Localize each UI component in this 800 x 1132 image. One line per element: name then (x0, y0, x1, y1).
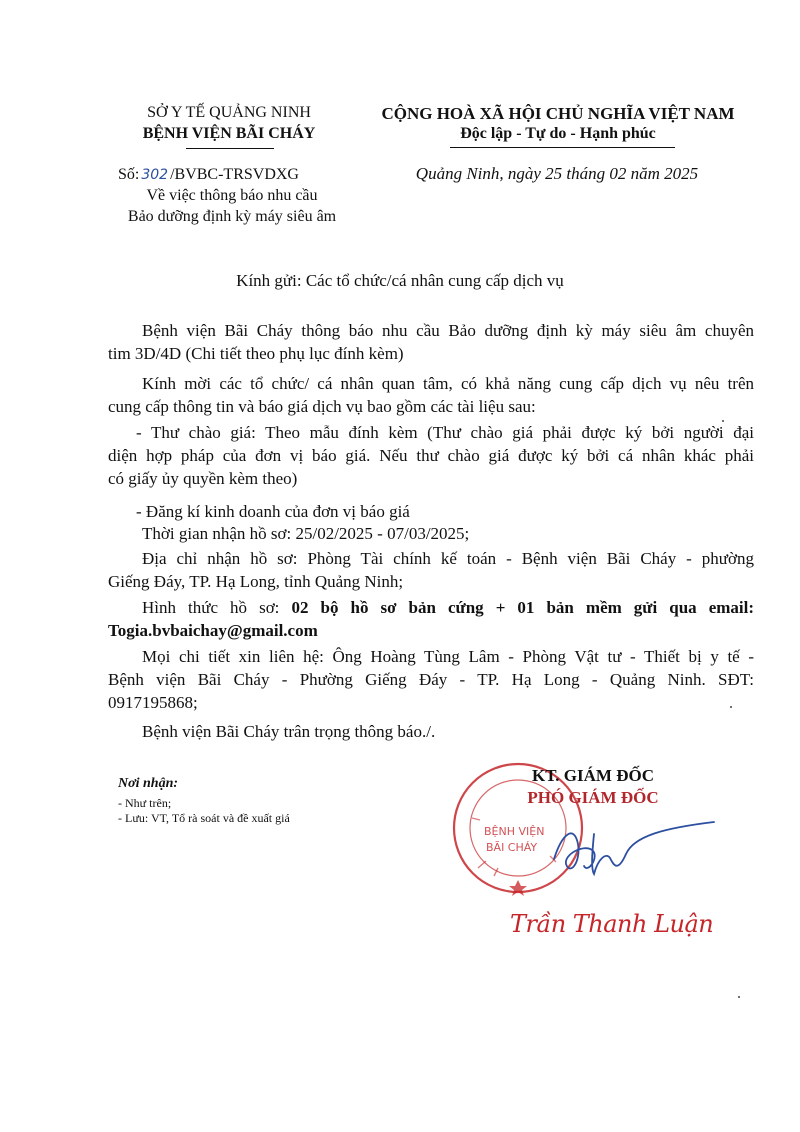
paragraph-line: - Đăng kí kinh doanh của đơn vị báo giá (136, 502, 410, 521)
recipients-title: Nơi nhận: (118, 776, 179, 791)
doc-number-handwritten: 302 (141, 167, 169, 183)
paragraph-line: Bệnh viện Bãi Cháy trân trọng thông báo./. (142, 722, 436, 741)
paragraph-line: cung cấp thông tin và báo giá dịch vụ bao gồm các tài liệu sau: (108, 397, 536, 416)
paragraph-invitation (108, 372, 754, 418)
paragraph-business-registration (108, 500, 754, 523)
subject-line-2: Bảo dưỡng định kỳ máy siêu âm (127, 208, 337, 225)
signature-block (448, 758, 738, 958)
org-name-underline (186, 148, 274, 149)
scan-speck (738, 996, 740, 998)
contact-email: Togia.bvbaichay@gmail.com (108, 621, 318, 640)
paragraph-line: Kính mời các tổ chức/ cá nhân quan tâm, có khả năng cung cấp dịch vụ nêu trên (142, 374, 754, 393)
signature-role: PHÓ GIÁM ĐỐC (527, 788, 659, 807)
paragraph-intro (108, 319, 754, 365)
recipient-item: - Lưu: VT, Tổ rà soát và đề xuất giá (118, 811, 290, 825)
paragraph-line: 0917195868; (108, 693, 198, 712)
signature-title: KT. GIÁM ĐỐC (532, 766, 654, 785)
date-line: Quảng Ninh, ngày 25 tháng 02 năm 2025 (415, 164, 699, 183)
recipient-item: - Như trên; (118, 796, 172, 810)
scan-speck (730, 706, 732, 708)
paragraph-line: có giấy ủy quyền kèm theo) (108, 469, 298, 488)
paragraph-closing (108, 720, 754, 743)
paragraph-submission-format (108, 596, 754, 642)
paragraph-line: Địa chỉ nhận hồ sơ: Phòng Tài chính kế toán - Bệnh viện Bãi Cháy - phường (142, 549, 754, 568)
paragraph-quote-letter (108, 421, 754, 490)
paragraph-contact (108, 645, 754, 714)
stamp-text-line-1: BỆNH VIỆN (484, 825, 545, 838)
org-name: BỆNH VIỆN BÃI CHÁY (142, 125, 316, 142)
submission-label: Hình thức hồ sơ: (142, 598, 280, 617)
paragraph-line: Thời gian nhận hồ sơ: 25/02/2025 - 07/03/2025; (142, 524, 470, 543)
subject-line-1: Về việc thông báo nhu cầu (146, 187, 318, 204)
handwritten-signature (544, 814, 724, 884)
org-parent-name: SỞ Y TẾ QUẢNG NINH (147, 104, 311, 121)
submission-format: 02 bộ hồ sơ bản cứng + 01 bản mềm gửi qua email: (291, 598, 755, 617)
motto: Độc lập - Tự do - Hạnh phúc (460, 125, 656, 142)
stamp-text-line-2: BÃI CHÁY (486, 841, 538, 854)
paragraph-address (108, 547, 754, 593)
paragraph-line: Bệnh viện Bãi Cháy thông báo nhu cầu Bảo dưỡng định kỳ máy siêu âm chuyên (142, 321, 754, 340)
paragraph-line: Bệnh viện Bãi Cháy - Phường Giếng Đáy - TP. Hạ Long - Quảng Ninh. SĐT: (108, 670, 754, 689)
scan-speck (722, 420, 724, 422)
paragraph-receiving-time (108, 522, 754, 545)
doc-number-suffix: /BVBC-TRSVDXG (170, 166, 299, 183)
signer-name: Trần Thanh Luận (510, 910, 714, 938)
paragraph-line: tim 3D/4D (Chi tiết theo phụ lục đính kèm) (108, 344, 404, 363)
motto-underline (450, 147, 675, 148)
nation-title: CỘNG HOÀ XÃ HỘI CHỦ NGHĨA VIỆT NAM (381, 104, 735, 123)
paragraph-line (108, 596, 754, 619)
recipient-line: Kính gửi: Các tổ chức/cá nhân cung cấp dịch vụ (236, 271, 564, 290)
paragraph-line: Mọi chi tiết xin liên hệ: Ông Hoàng Tùng Lâm - Phòng Vật tư - Thiết bị y tế - (142, 647, 754, 666)
paragraph-line: Giếng Đáy, TP. Hạ Long, tỉnh Quảng Ninh; (108, 572, 404, 591)
paragraph-line: - Thư chào giá: Theo mẫu đính kèm (Thư chào giá phải được ký bởi người đại (136, 423, 754, 442)
paragraph-line: diện hợp pháp của đơn vị báo giá. Nếu thư chào giá được ký bởi cá nhân khác phải (108, 446, 754, 465)
document-number (118, 166, 299, 184)
doc-number-prefix: Số: (118, 166, 140, 183)
